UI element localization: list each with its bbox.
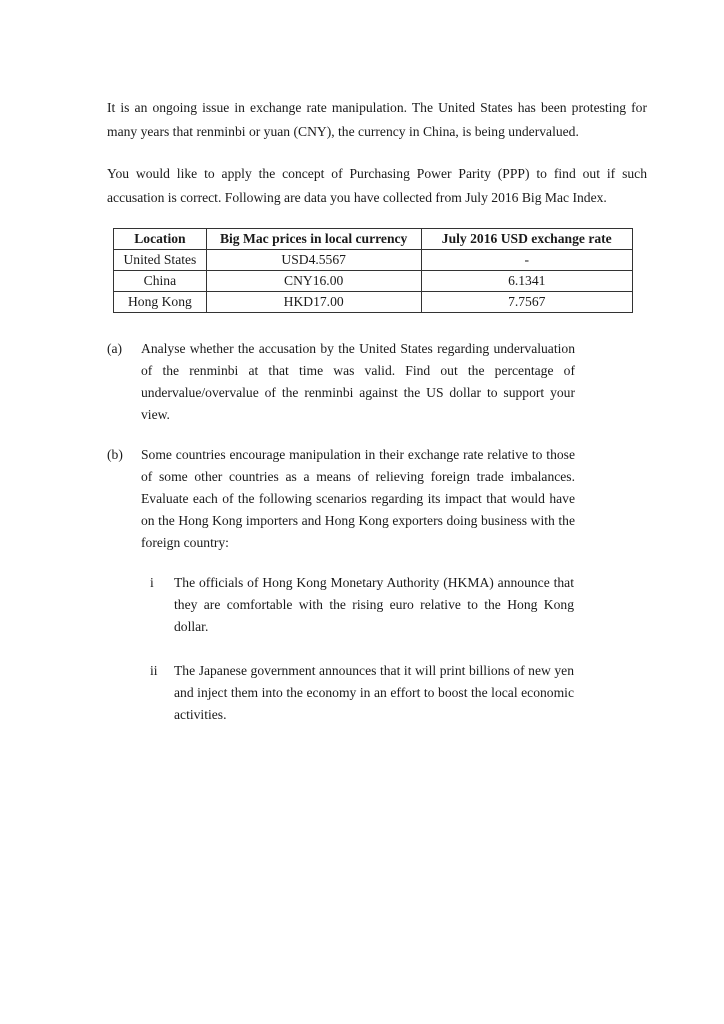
header-local-price: Big Mac prices in local currency	[206, 229, 421, 250]
scenario-ii-marker: ii	[150, 663, 158, 678]
question-a-marker: (a)	[107, 341, 123, 356]
big-mac-table	[113, 228, 633, 313]
cell-local-price: USD4.5567	[206, 250, 421, 271]
scenario-i-text: The officials of Hong Kong Monetary Authority (HKMA) announce that they are comfortable with the rising euro relative to the Hong Kong dollar.	[174, 575, 574, 634]
table-row	[114, 292, 633, 313]
table-header-row	[114, 229, 633, 250]
question-b-marker: (b)	[107, 447, 123, 462]
table-row	[114, 250, 633, 271]
header-location: Location	[114, 229, 207, 250]
cell-local-price: HKD17.00	[206, 292, 421, 313]
intro-paragraph: It is an ongoing issue in exchange rate manipulation. The United States has been protesting for many years that renminbi or yuan (CNY), the currency in China, is being undervalued.	[107, 100, 647, 139]
scenario-i-marker: i	[150, 575, 154, 590]
cell-location: Hong Kong	[114, 292, 207, 313]
cell-location: United States	[114, 250, 207, 271]
cell-location: China	[114, 271, 207, 292]
cell-local-price: CNY16.00	[206, 271, 421, 292]
cell-exchange-rate: -	[421, 250, 632, 271]
scenario-ii-text: The Japanese government announces that it will print billions of new yen and inject them into the economy in an effort to boost the local economic activities.	[174, 663, 574, 722]
question-b-text: Some countries encourage manipulation in their exchange rate relative to those of some other countries as a means of relieving foreign trade imbalances. Evaluate each of the following scenarios regarding its impact that would have on the Hong Kong importers and Hong Kong exporters doing business with the foreign country:	[141, 447, 575, 550]
ppp-paragraph: You would like to apply the concept of Purchasing Power Parity (PPP) to find out if such accusation is correct. Following are data you have collected from July 2016 Big Mac Index.	[107, 166, 647, 205]
cell-exchange-rate: 6.1341	[421, 271, 632, 292]
table-row	[114, 271, 633, 292]
cell-exchange-rate: 7.7567	[421, 292, 632, 313]
header-exchange-rate: July 2016 USD exchange rate	[421, 229, 632, 250]
question-a-text: Analyse whether the accusation by the United States regarding undervaluation of the renminbi at that time was valid. Find out the percentage of undervalue/overvalue of the renminbi against the US dollar to support your view.	[141, 341, 575, 422]
